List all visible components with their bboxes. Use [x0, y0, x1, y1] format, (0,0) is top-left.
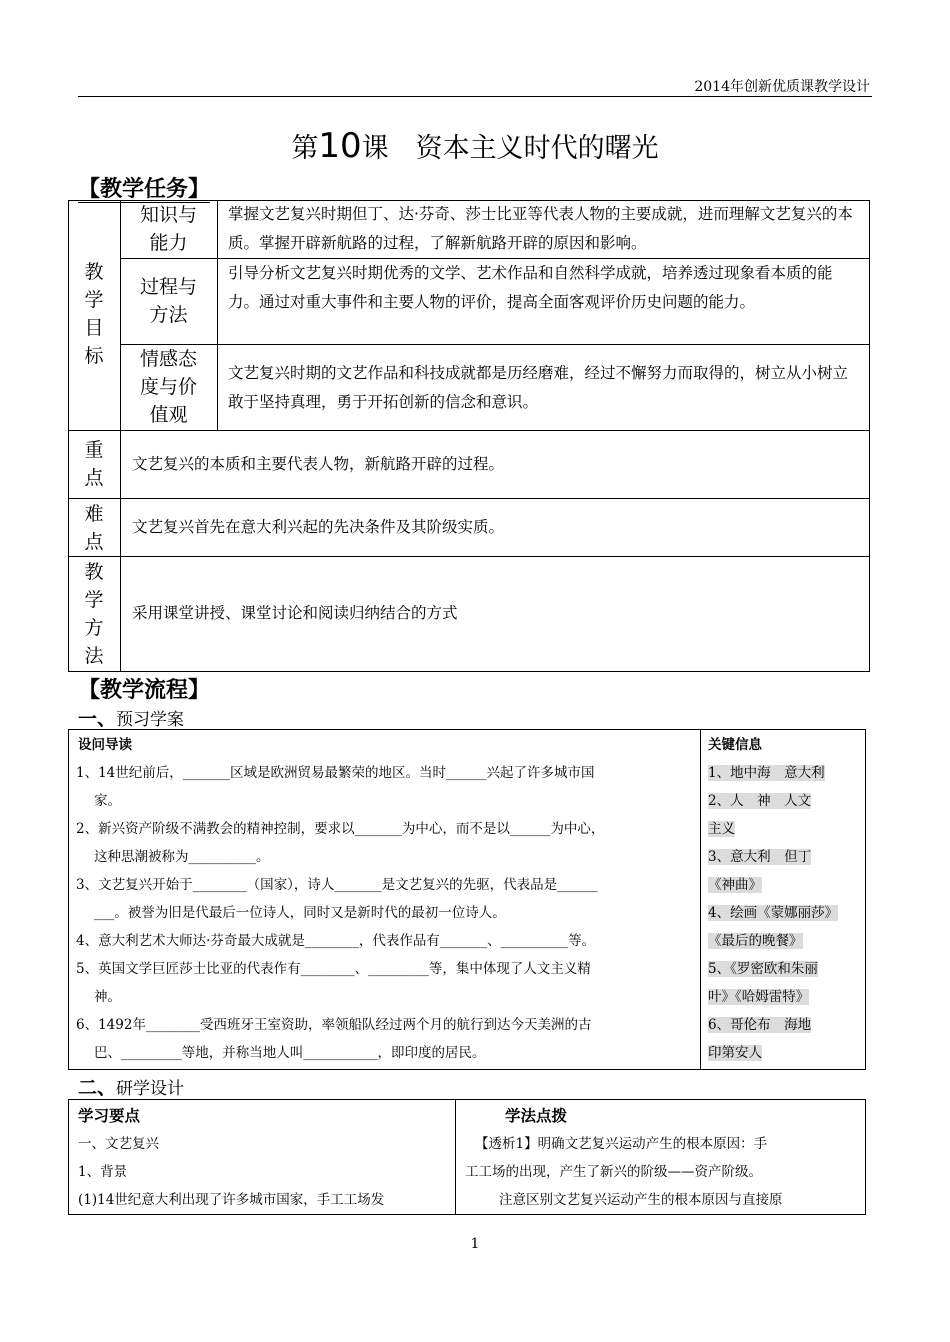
preview-question: 4、意大利艺术大师达·芬奇最大成就是________，代表作品有_______、__________等。 — [76, 933, 596, 949]
process-text: 引导分析文艺复兴时期优秀的文学、艺术作品和自然科学成就，培养透过现象看本质的能力。通过对重大事件和主要人物的评价，提高全面客观评价历史问题的能力。 — [228, 264, 833, 311]
key-info-list: 1、地中海 意大利 2、人 神 人文 主义 3、意大利 但丁 《神曲》 4、绘画《蒙娜丽莎》 《最后的晚餐》 5、《罗密欧和朱丽 叶》《哈姆雷特》 6、哥伦布 海地 印第安人 — [708, 765, 839, 1061]
header-divider — [78, 96, 872, 97]
knowledge-label: 知识与 能力 — [139, 204, 197, 254]
section-heading-tasks: 【教学任务】 — [78, 177, 211, 202]
study-points: 一、文艺复兴 1、背景 (1)14世纪意大利出现了许多城市国家，手工工场发 — [78, 1136, 385, 1208]
page-number: 1 — [470, 1236, 480, 1252]
preview-right-head: 关键信息 — [708, 737, 762, 753]
preview-question: 2、新兴资产阶级不满教会的精神控制，要求以_______为中心，而不是以______为中心， 这种思潮被称为__________。 — [76, 821, 605, 865]
goal-label: 教 学 目 标 — [84, 261, 104, 367]
preview-left-head: 设问导读 — [78, 737, 132, 753]
part1-heading: 一、预习学案 — [78, 708, 185, 730]
difficulty-label: 难 点 — [84, 503, 104, 553]
study-tips: 【透析1】明确文艺复兴运动产生的根本原因：手 工工场的出现，产生了新兴的阶级——资产阶级。 注意区别文艺复兴运动产生的根本原因与直接原 — [465, 1136, 783, 1208]
emotion-label: 情感态 度与价 值观 — [139, 348, 197, 426]
study-left-head: 学习要点 — [78, 1106, 141, 1125]
preview-question: 3、文艺复兴开始于________（国家），诗人_______是文艺复兴的先驱，代表品是______ ___。被誉为旧是代最后一位诗人，同时又是新时代的最初一位诗人。 — [76, 877, 598, 921]
study-right-head: 学法点拨 — [505, 1106, 568, 1125]
difficulty-text: 文艺复兴首先在意大利兴起的先决条件及其阶级实质。 — [132, 518, 505, 536]
emotion-text: 文艺复兴时期的文艺作品和科技成就都是历经磨难，经过不懈努力而取得的，树立从小树立敢于坚持真理，勇于开拓创新的信念和意识。 — [228, 364, 849, 411]
key-point-text: 文艺复兴的本质和主要代表人物，新航路开辟的过程。 — [132, 455, 505, 473]
method-text: 采用课堂讲授、课堂讨论和阅读归纳结合的方式 — [132, 604, 458, 622]
header-text: 2014年创新优质课教学设计 — [694, 79, 870, 95]
method-label: 教 学 方 法 — [84, 561, 104, 667]
preview-question: 1、14世纪前后，_______区域是欧洲贸易最繁荣的地区。当时______兴起了许多城市国 家。 — [76, 765, 595, 809]
part2-heading: 二、研学设计 — [78, 1077, 185, 1099]
key-point-label: 重 点 — [84, 439, 104, 489]
section-heading-flow: 【教学流程】 — [78, 678, 211, 703]
preview-question: 5、英国文学巨匠莎士比亚的代表作有________、_________等，集中体现了人文主义精 神。 — [76, 961, 591, 1005]
page-title: 第10课 资本主义时代的曙光 — [291, 126, 659, 166]
preview-question: 6、1492年________受西班牙王室资助，率领船队经过两个月的航行到达今天美洲的古 巴、_________等地，并称当地人叫___________，即印度的居民。 — [76, 1017, 592, 1061]
knowledge-text: 掌握文艺复兴时期但丁、达·芬奇、莎士比亚等代表人物的主要成就，进而理解文艺复兴的本质。掌握开辟新航路的过程，了解新航路开辟的原因和影响。 — [228, 205, 853, 252]
process-label: 过程与 方法 — [139, 276, 197, 326]
